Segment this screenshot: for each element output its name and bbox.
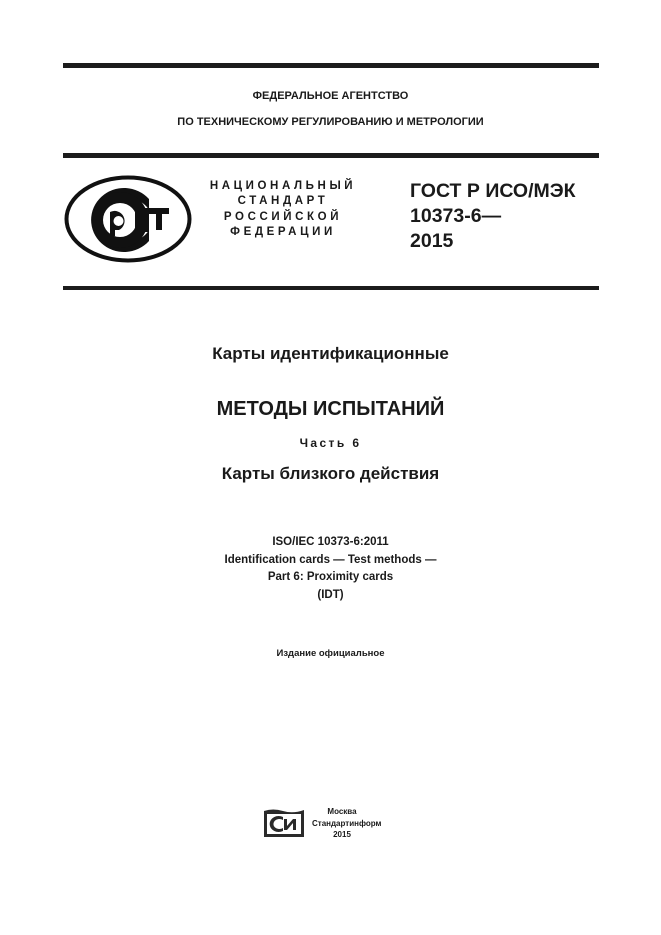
designation-line: 2015 bbox=[410, 230, 454, 252]
part-label: Часть 6 bbox=[299, 436, 362, 450]
gost-r-logo-icon bbox=[63, 174, 193, 264]
designation-line: 10373-6— bbox=[410, 205, 502, 227]
upper-rule bbox=[63, 153, 599, 158]
title-line-1: Карты идентификационные bbox=[212, 344, 449, 363]
national-label-line: СТАНДАРТ bbox=[237, 195, 329, 208]
agency-line-1: ФЕДЕРАЛЬНОЕ АГЕНТСТВО bbox=[252, 90, 409, 102]
title-line-2: МЕТОДЫ ИСПЫТАНИЙ bbox=[216, 398, 445, 420]
edition-label: Издание официальное bbox=[276, 648, 385, 659]
agency-line-2: ПО ТЕХНИЧЕСКОМУ РЕГУЛИРОВАНИЮ И МЕТРОЛОГИИ bbox=[177, 116, 484, 128]
national-standard-label bbox=[203, 179, 363, 240]
iso-line: Identification cards — Test methods — bbox=[224, 553, 437, 566]
publisher-year: 2015 bbox=[333, 830, 351, 839]
iso-line: Part 6: Proximity cards bbox=[267, 571, 394, 583]
designation-line: ГОСТ Р ИСО/МЭК bbox=[410, 180, 576, 202]
publisher-city: Москва bbox=[327, 807, 357, 816]
national-label-line: ФЕДЕРАЦИИ bbox=[230, 225, 336, 238]
publisher-name: Стандартинформ bbox=[312, 818, 382, 828]
standartinform-logo-icon bbox=[263, 808, 305, 840]
standard-designation bbox=[410, 179, 576, 254]
title-line-3: Карты близкого действия bbox=[221, 464, 440, 483]
iso-reference bbox=[0, 534, 661, 604]
publisher-info bbox=[312, 806, 382, 841]
top-rule bbox=[63, 63, 599, 68]
national-label-line: НАЦИОНАЛЬНЫЙ bbox=[209, 180, 357, 192]
iso-line: ISO/IEC 10373-6:2011 bbox=[272, 536, 389, 548]
iso-line: (IDT) bbox=[317, 588, 344, 601]
national-label-line: РОССИЙСКОЙ bbox=[223, 210, 343, 223]
lower-rule bbox=[63, 286, 599, 290]
